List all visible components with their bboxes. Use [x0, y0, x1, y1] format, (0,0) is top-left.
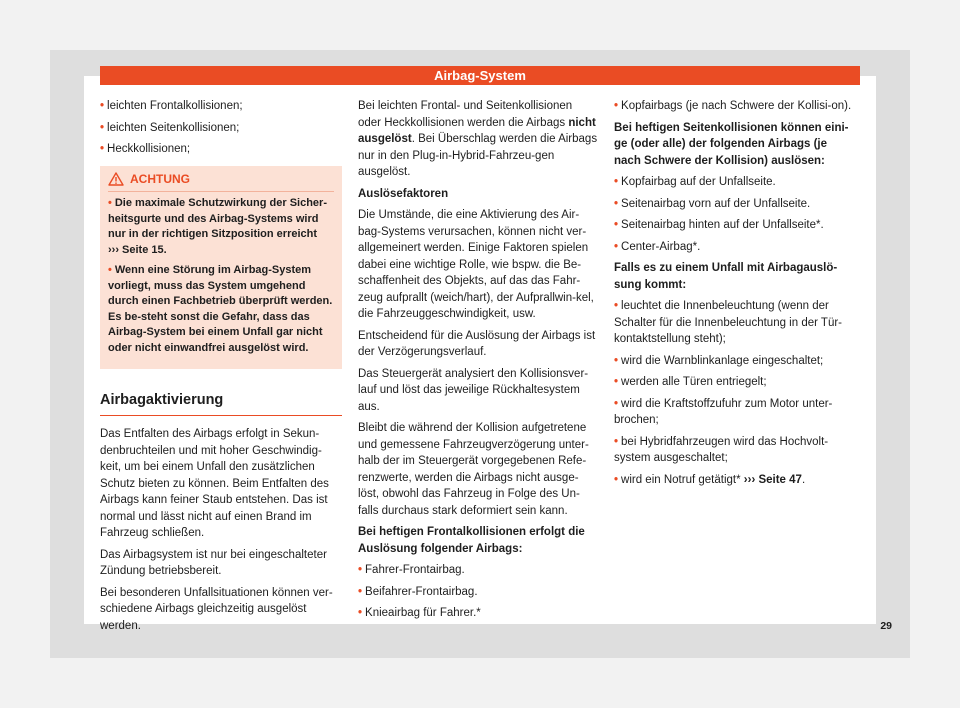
column-2	[358, 98, 598, 627]
section-title: Airbagaktivierung	[100, 391, 342, 416]
bullet-icon: •	[614, 240, 619, 253]
paragraph: Bleibt die während der Kollision aufgetretene und gemessene Fahrzeugverzögerung unter-halb der im Steuergerät vorgegebenen Refe-renzwerte, werden die Airbags nicht ausge-löst, obwohl das Fahrzeug in Folge des Un-falls durchaus stark deformiert sein kann.	[358, 422, 589, 517]
subheading: Auslösefaktoren	[358, 187, 449, 200]
warning-triangle-icon	[108, 172, 124, 186]
list-item: • Kopfairbag auf der Unfallseite.	[614, 176, 776, 188]
list-item: • Kopfairbags (je nach Schwere der Kollisi-on).	[614, 100, 852, 112]
list-item: • Center-Airbag*.	[614, 240, 701, 253]
paragraph: Entscheidend für die Auslösung der Airbags ist der Verzögerungsverlauf.	[358, 329, 596, 358]
page-number: 29	[880, 620, 892, 632]
bullet-icon: •	[100, 143, 105, 155]
paragraph: Das Entfalten des Airbags erfolgt in Sekun-denbruchteilen und mit hoher Geschwindig-keit, um bei einem Unfall den zusätzlichen Schutz bieten zu können. Beim Entfalten des Airbags kann feiner Staub entstehen. Das ist normal und lässt nicht auf einen Brand im Fahrzeug schließen.	[100, 428, 329, 539]
bullet-icon: •	[614, 197, 619, 210]
list-item: • leichten Seitenkollisionen;	[100, 121, 240, 134]
chapter-header: Airbag-System	[100, 66, 860, 85]
warning-item: • Wenn eine Störung im Airbag-System vorliegt, muss das System umgehend durch einen Fachbetrieb überprüft werden. Es be-steht sonst die Gefahr, dass das Airbag-System bei einem Unfall gar nicht oder nicht einwandfrei ausgelöst wird.	[108, 264, 333, 354]
list-item: • bei Hybridfahrzeugen wird das Hochvolt-system ausgeschaltet;	[614, 435, 829, 464]
column-3	[614, 98, 856, 493]
list-item: • wird die Warnblinkanlage eingeschaltet;	[614, 354, 824, 367]
bullet-icon: •	[614, 376, 619, 388]
list-item: • leuchtet die Innenbeleuchtung (wenn der Schalter für die Innenbeleuchtung in der Tür-kontaktstellung steht);	[614, 300, 843, 345]
warning-item: • Die maximale Schutzwirkung der Sicher-heitsgurte und des Airbag-Systems wird nur in der richtigen Sitzposition erreicht ››› Seite 15.	[108, 197, 327, 256]
subheading: Bei heftigen Frontalkollisionen erfolgt die Auslösung folgender Airbags:	[358, 526, 585, 555]
bullet-icon: •	[100, 100, 105, 112]
paragraph: Bei leichten Frontal- und Seitenkollisionen oder Heckkollisionen werden die Airbags nicht ausgelöst. Bei Überschlag werden die Airbags nur in den Plug-in-Hybrid-Fahrzeu-gen ausgelöst.	[358, 100, 598, 178]
warning-title: ACHTUNG	[130, 171, 190, 186]
bullet-icon: •	[100, 121, 105, 134]
bullet-icon: •	[108, 264, 112, 276]
list-item: • Knieairbag für Fahrer.*	[358, 607, 481, 619]
list-item: • Heckkollisionen;	[100, 143, 191, 155]
list-item: • Seitenairbag vorn auf der Unfallseite.	[614, 197, 811, 210]
list-item: • leichten Frontalkollisionen;	[100, 100, 243, 112]
subheading: Falls es zu einem Unfall mit Airbagauslö-sung kommt:	[614, 262, 838, 291]
paragraph: Das Steuergerät analysiert den Kollisionsver-lauf und löst das jeweilige Rückhaltesystem aus.	[358, 367, 589, 413]
bullet-icon: •	[358, 607, 363, 619]
list-item: • wird die Kraftstoffzufuhr zum Motor unter-brochen;	[614, 397, 833, 426]
bullet-icon: •	[614, 354, 619, 367]
page-reference-link[interactable]: ››› Seite 15	[108, 243, 164, 256]
bullet-icon: •	[614, 397, 619, 410]
bullet-icon: •	[358, 585, 363, 598]
bullet-icon: •	[108, 197, 112, 209]
list-item: • Beifahrer-Frontairbag.	[358, 585, 478, 598]
bullet-icon: •	[358, 564, 363, 576]
list-item: • Seitenairbag hinten auf der Unfallseite*.	[614, 219, 824, 231]
column-1	[100, 98, 342, 639]
paragraph: Bei besonderen Unfallsituationen können ver-schiedene Airbags gleichzeitig ausgelöst werden.	[100, 586, 333, 632]
bullet-icon: •	[614, 100, 619, 112]
paragraph: Die Umstände, die eine Aktivierung des Air-bag-Systems verursachen, können nicht ver-allgemeinert werden. Einige Faktoren spielen dabei eine wichtige Rolle, wie bspw. die Be-schaffenheit des Objekts, auf das das Fahr-zeug aufprallt (weich/hart), der Aufprallwin-kel, die Fahrzeuggeschwindigkeit, usw.	[358, 209, 594, 320]
bullet-icon: •	[614, 300, 619, 312]
bullet-icon: •	[614, 473, 619, 486]
paragraph: Das Airbagsystem ist nur bei eingeschalteter Zündung betriebsbereit.	[100, 548, 327, 577]
list-item: • werden alle Türen entriegelt;	[614, 376, 767, 388]
bullet-icon: •	[614, 176, 619, 188]
subheading: Bei heftigen Seitenkollisionen können eini-ge (oder alle) der folgenden Airbags (je nach Schwere der Kollision) auslösen:	[614, 121, 849, 167]
bullet-icon: •	[614, 435, 619, 448]
warning-header	[108, 170, 334, 193]
list-item: • Fahrer-Frontairbag.	[358, 564, 465, 576]
page-reference-link[interactable]: ››› Seite 47	[743, 473, 802, 486]
list-item: • wird ein Notruf getätigt* ››› Seite 47.	[614, 473, 806, 486]
warning-box	[100, 166, 342, 370]
bullet-icon: •	[614, 219, 619, 231]
